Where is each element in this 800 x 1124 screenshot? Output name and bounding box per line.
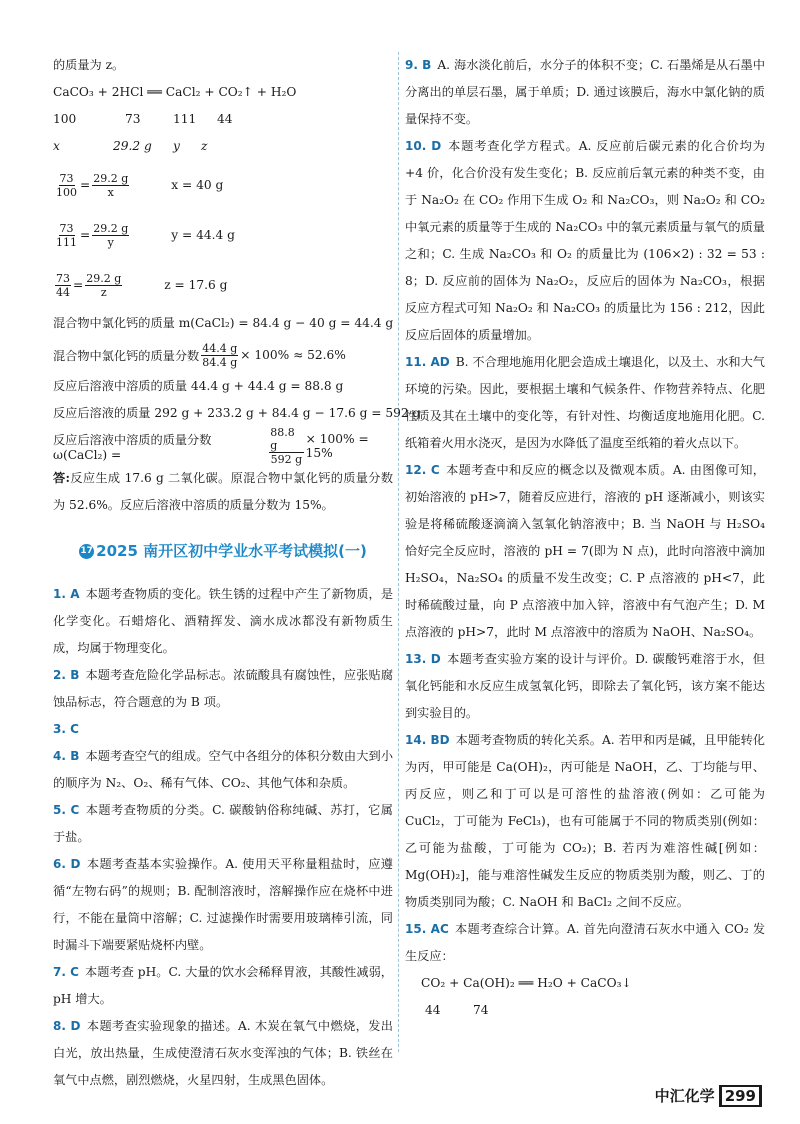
answer-item xyxy=(53,662,393,716)
cacl2-mass-line: 混合物中氯化钙的质量 m(CaCl₂) = 84.4 g − 40 g = 44.4 g xyxy=(53,316,394,330)
item-number: 12. C xyxy=(405,463,440,477)
answer-item xyxy=(405,646,765,727)
mass-value: 73 xyxy=(125,112,141,126)
reaction-equation: CaCO₃ + 2HCl ══ CaCl₂ + CO₂↑ + H₂O xyxy=(53,85,297,99)
answer-text: 反应生成 17.6 g 二氧化碳。原混合物中氯化钙的质量分数为 52.6%。反应后溶液中溶质的质量分数为 15%。 xyxy=(53,471,394,512)
fraction-denominator: 592 g xyxy=(270,453,303,466)
answer-item xyxy=(53,743,393,797)
item-number: 2. B xyxy=(53,668,80,682)
reaction-equation: CO₂ + Ca(OH)₂ ══ H₂O + CaCO₃↓ xyxy=(421,976,632,990)
line-text: 混合物中氯化钙的质量分数 xyxy=(53,348,200,363)
answer-item xyxy=(53,851,393,959)
answer-item xyxy=(405,52,765,133)
fraction-numerator: 29.2 g xyxy=(93,171,129,185)
proportion-row: $\frac{73}{100}$ = $\frac{29.2 g}{x}$ x = 40 g xyxy=(56,171,224,199)
solute-mass-line: 反应后溶液中溶质的质量 44.4 g + 44.4 g = 88.8 g xyxy=(53,379,344,393)
fraction-numerator: 29.2 g xyxy=(86,271,122,285)
page-number: 299 xyxy=(719,1085,762,1107)
fraction-denominator: y xyxy=(107,235,114,249)
item-number: 15. AC xyxy=(405,922,449,936)
item-text: 本题考查 pH。C. 大量的饮水会稀释胃液，其酸性减弱，pH 增大。 xyxy=(53,965,393,1006)
answer-item xyxy=(53,1013,393,1094)
item-text: 本题考查危险化学品标志。浓硫酸具有腐蚀性，应张贴腐蚀品标志，符合题意的为 B 项。 xyxy=(53,668,394,709)
answer-item xyxy=(53,716,393,743)
item-number: 10. D xyxy=(405,139,442,153)
answer-item xyxy=(53,797,393,851)
proportion-row: $\frac{73}{111}$ = $\frac{29.2 g}{y}$ y = 44.4 g xyxy=(56,221,235,249)
item-text: 本题考查基本实验操作。A. 使用天平称量粗盐时，应遵循“左物右码”的规则；B. 配制溶液时，溶解操作应在烧杯中进行，不能在量筒中溶解；C. 过滤操作时需要用玻璃棒引流，同时漏斗下端要紧贴烧杯内壁。 xyxy=(53,857,393,952)
molar-mass-row xyxy=(405,997,765,1024)
fraction-denominator: 111 xyxy=(56,235,77,249)
item-number: 5. C xyxy=(53,803,80,817)
fraction-numerator: 88.8 g xyxy=(269,426,303,453)
answer-item xyxy=(405,457,765,646)
line-text: 反应后溶液中溶质的质量分数 ω(CaCl₂) = xyxy=(53,432,212,462)
item-number: 3. C xyxy=(53,722,79,736)
answer-item xyxy=(53,581,393,662)
item-number: 6. D xyxy=(53,857,81,871)
proportion-result: y = 44.4 g xyxy=(171,228,235,242)
line-text: × 100% = 15% xyxy=(305,432,369,460)
column-divider xyxy=(398,52,399,1052)
mass-value: 44 xyxy=(217,112,233,126)
proportion-row: $\frac{73}{44}$ = $\frac{29.2 g}{z}$ z = 17.6 g xyxy=(56,271,228,299)
molar-mass-row xyxy=(53,106,393,133)
item-text: B. 不合理地施用化肥会造成土壤退化，以及土、水和大气环境的污染。因此，要根据土壤和气候条件、作物营养特点、化肥性质及其在土壤中的变化等，有针对性、均衡适度地施用化肥。C. 纸箱着火用水浇灭，是因为水降低了温度至纸箱的着火点以下。 xyxy=(405,355,765,450)
mass-value: 44 xyxy=(425,1003,441,1017)
proportion-result: x = 40 g xyxy=(171,178,224,192)
fraction-denominator: x xyxy=(107,185,114,199)
fraction-denominator: 84.4 g xyxy=(202,355,238,369)
fraction-numerator: 73 xyxy=(59,171,74,185)
item-number: 1. A xyxy=(53,587,80,601)
answer-item xyxy=(405,349,765,457)
solute-fraction-line xyxy=(53,427,393,465)
section-number-badge: 17 xyxy=(79,544,94,559)
fraction-denominator: 44 xyxy=(56,285,70,299)
answer-paragraph xyxy=(53,465,393,519)
answer-item xyxy=(405,916,765,970)
answer-label: 答: xyxy=(53,471,71,485)
item-text: 本题考查综合计算。A. 首先向澄清石灰水中通入 CO₂ 发生反应： xyxy=(405,922,766,963)
fraction-numerator: 29.2 g xyxy=(93,221,129,235)
unknown-value: x xyxy=(53,139,60,153)
item-text: 本题考查物质的转化关系。A. 若甲和丙是碱，且甲能转化为丙，甲可能是 Ca(OH)₂，丙可能是 NaOH，乙、丁均能与甲、丙反应，则乙和丁可以是可溶性的盐溶液(例如：乙可能为 CuCl₂，丁可能为 FeCl₃)，也有可能属于不同的物质类别(例如：乙可能为盐酸，丁可能为 CO₂)；B. 若丙为难溶性碱[例如：Mg(OH)₂]，能与难溶性碱发生反应的物质类别为酸，则乙、丁的物质类别同为酸；C. NaOH 和 BaCl₂ 之间不反应。 xyxy=(405,733,765,909)
item-text: 本题考查化学方程式。A. 反应前后碳元素的化合价均为 +4 价，化合价没有发生变化；B. 反应前后氧元素的种类不变，由于 Na₂O₂ 在 CO₂ 作用下生成 O₂ 和 Na₂CO₃，则 Na₂O₂ 和 CO₂ 中氧元素的质量等于生成的 Na₂CO₃ 中的氧元素质量与氧气的质量之和；C. 生成 Na₂CO₃ 和 O₂ 的质量比为 (106×2) : 32 = 53 : 8；D. 反应前的固体为 Na₂O₂，反应后的固体为 Na₂CO₃，根据反应方程式可知 Na₂O₂ 和 Na₂CO₃ 的质量比为 156 : 212，因此反应后固体的质量增加。 xyxy=(405,139,765,342)
unknown-row xyxy=(53,133,393,160)
unknown-value: z xyxy=(201,139,208,153)
mass-value: 111 xyxy=(173,112,197,126)
item-number: 4. B xyxy=(53,749,80,763)
fraction-numerator: 73 xyxy=(59,221,74,235)
footer-label: 中汇化学 xyxy=(654,1087,715,1105)
item-number: 7. C xyxy=(53,965,79,979)
section-title-text: 2025 南开区初中学业水平考试模拟(一) xyxy=(96,542,367,560)
right-column xyxy=(405,52,765,1024)
answer-item xyxy=(405,727,765,916)
item-number: 9. B xyxy=(405,58,432,72)
item-text: 本题考查实验方案的设计与评价。D. 碳酸钙难溶于水，但氧化钙能和水反应生成氢氧化钙，即除去了氧化钙，该方案不能达到实验目的。 xyxy=(405,652,765,720)
mass-value: 74 xyxy=(473,1003,489,1017)
fraction-numerator: 44.4 g xyxy=(202,341,238,355)
item-number: 11. AD xyxy=(405,355,450,369)
item-text: 本题考查物质的变化。铁生锈的过程中产生了新物质，是化学变化。石蜡熔化、酒精挥发、滴水成冰都没有新物质生成，均属于物理变化。 xyxy=(53,587,394,655)
page-footer xyxy=(655,1085,762,1106)
fraction-denominator: 100 xyxy=(56,185,77,199)
item-text: 本题考查实验现象的描述。A. 木炭在氧气中燃烧，发出白光，放出热量，生成使澄清石灰水变浑浊的气体；B. 铁丝在氧气中点燃，剧烈燃烧，火星四射，生成黑色固体。 xyxy=(53,1019,393,1087)
solution-mass-line: 反应后溶液的质量 292 g + 233.2 g + 84.4 g − 17.6 g = 592 g xyxy=(53,406,421,420)
item-text: 本题考查空气的组成。空气中各组分的体积分数由大到小的顺序为 N₂、O₂、稀有气体、CO₂、其他气体和杂质。 xyxy=(53,749,394,790)
item-text: A. 海水淡化前后，水分子的体积不变；C. 石墨烯是从石墨中分离出的单层石墨，属于单质；D. 通过该膜后，海水中氯化钠的质量保持不变。 xyxy=(405,58,766,126)
item-text: 本题考查物质的分类。C. 碳酸钠俗称纯碱、苏打，它属于盐。 xyxy=(53,803,393,844)
item-number: 13. D xyxy=(405,652,441,666)
answer-item xyxy=(405,133,765,349)
unknown-value: 29.2 g xyxy=(113,139,152,153)
item-number: 14. BD xyxy=(405,733,450,747)
fraction-denominator: z xyxy=(100,285,107,299)
section-title xyxy=(53,537,393,565)
item-number: 8. D xyxy=(53,1019,81,1033)
mass-value: 100 xyxy=(53,112,77,126)
answer-item xyxy=(53,959,393,1013)
intro-line: 的质量为 z。 xyxy=(53,58,125,72)
line-text: × 100% ≈ 52.6% xyxy=(240,348,346,362)
fraction-numerator: 73 xyxy=(56,271,70,285)
proportion-result: z = 17.6 g xyxy=(164,278,228,292)
unknown-value: y xyxy=(173,139,180,153)
cacl2-fraction-line xyxy=(53,337,393,373)
item-text: 本题考查中和反应的概念以及微观本质。A. 由图像可知，初始溶液的 pH>7，随着反应进行，溶液的 pH 逐渐减小，则该实验是将稀硫酸逐滴滴入氢氧化钠溶液中；B. 当 NaOH 与 H₂SO₄ 恰好完全反应时，溶液的 pH = 7(即为 N 点)，此时向溶液中滴加 H₂SO₄，Na₂SO₄ 的质量不发生改变；C. P 点溶液的 pH<7，此时稀硫酸过量，向 P 点溶液中加入锌，溶液中有气泡产生；D. M 点溶液的 pH>7，此时 M 点溶液中的溶质为 NaOH、Na₂SO₄。 xyxy=(405,463,765,639)
